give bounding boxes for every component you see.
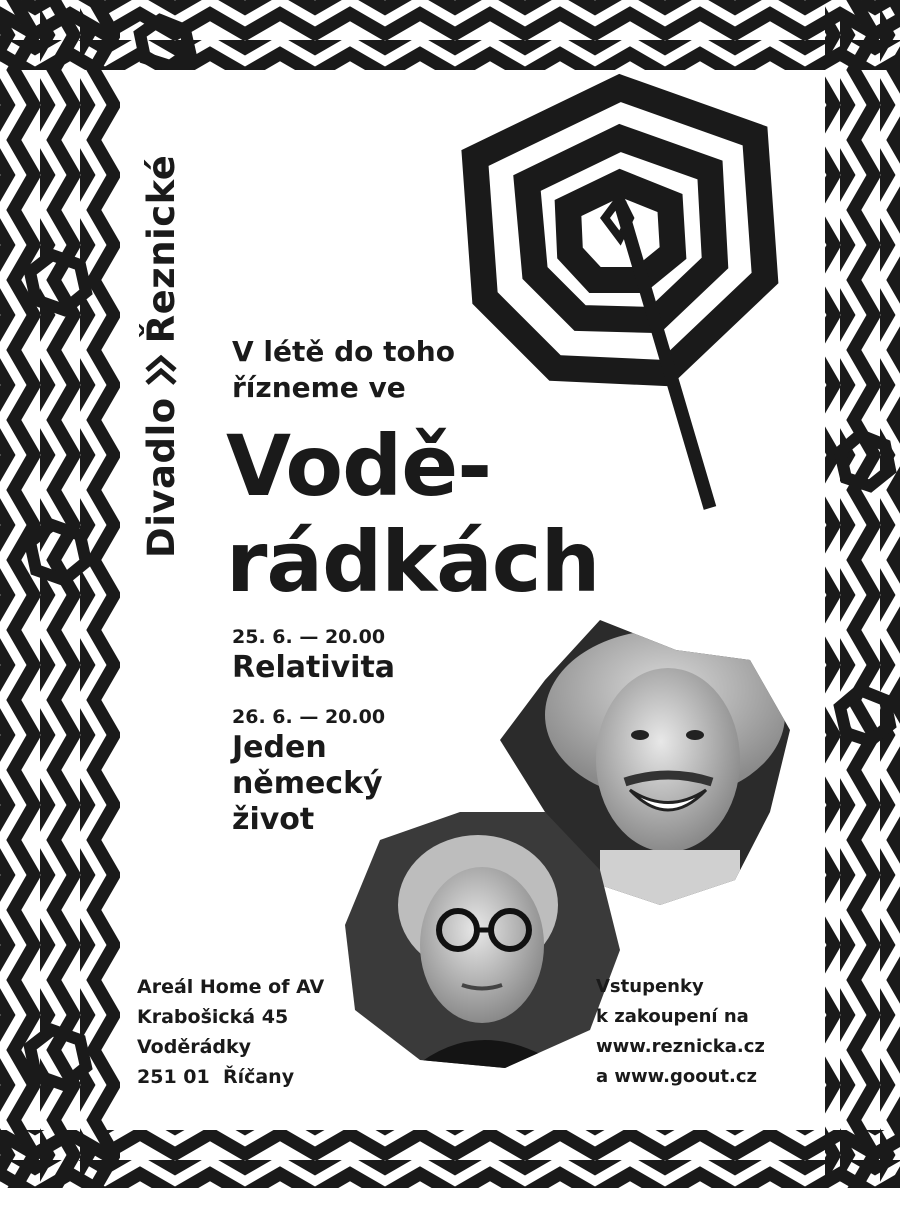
- ticket-info: [596, 972, 765, 1092]
- show-date: 25. 6. — 20.00: [232, 626, 386, 648]
- address-line: Areál Home of AV: [137, 976, 325, 998]
- intro-line: řízneme ve: [232, 371, 406, 404]
- ticket-link-goout[interactable]: a www.goout.cz: [596, 1066, 758, 1087]
- address-line: Krabošická 45: [137, 1006, 289, 1028]
- theatre-name-first: Divadlo: [139, 397, 183, 558]
- show-title-line: Jeden: [232, 730, 327, 765]
- show-title-line: život: [232, 802, 315, 837]
- show-title-line: německý: [232, 766, 383, 801]
- address-line: Voděrádky: [137, 1036, 252, 1058]
- title-line: Vodě-: [226, 417, 492, 515]
- venue-address: [137, 972, 324, 1092]
- title-line: rádkách: [226, 513, 600, 611]
- show-date: 26. 6. — 20.00: [232, 706, 386, 728]
- ticket-link-reznicka[interactable]: www.reznicka.cz: [596, 1036, 765, 1057]
- intro-line: V létě do toho: [232, 335, 455, 368]
- address-line: 251 01 Říčany: [137, 1066, 295, 1088]
- ticket-line: k zakoupení na: [596, 1006, 749, 1027]
- ticket-line: Vstupenky: [596, 976, 704, 997]
- show-title-line: Relativita: [232, 650, 396, 685]
- theatre-name-second: Řeznické: [139, 154, 183, 344]
